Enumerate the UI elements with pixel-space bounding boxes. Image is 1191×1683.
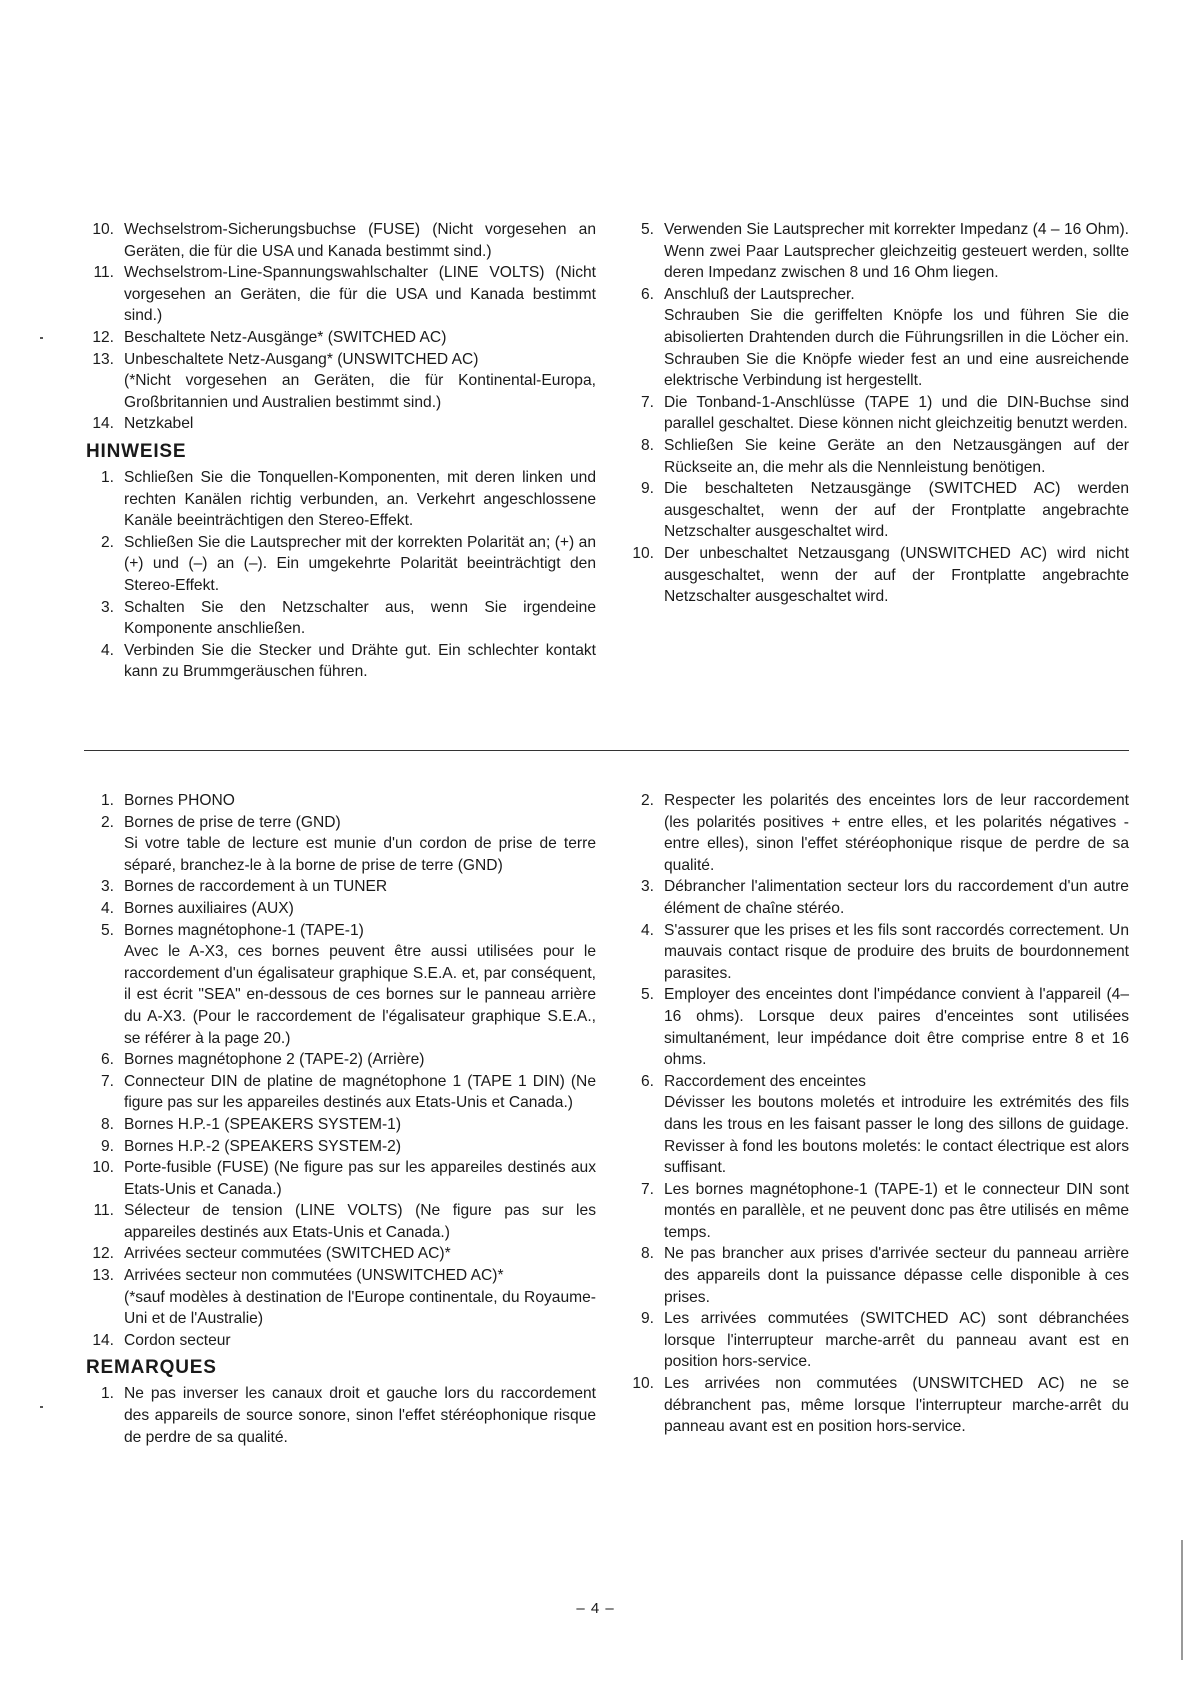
list-item: 8. Ne pas brancher aux prises d'arrivée secteur du panneau arrière des appareils dont la puissance dépasse celle disponible à ces prises. [640,1245,1129,1306]
list-item: 9. Die beschalteten Netzausgänge (SWITCHED AC) werden ausgeschaltet, wenn der auf der Frontplatte angebrachte Netzschalter ausgeschaltet wird. [640,480,1129,541]
list-item: 3. Débrancher l'alimentation secteur lors du raccordement d'un autre élément de chaîne stéréo. [640,878,1129,917]
remarques-heading: REMARQUES [86,1357,217,1379]
list-item: 12. Arrivées secteur commutées (SWITCHED AC)* [92,1245,451,1263]
scan-edge-line [1181,1540,1183,1660]
list-item: 6. Raccordement des enceintes Dévisser les boutons moletés et introduire les extrémités des fils dans les trous en les faisant passer le long des sillons de guidage. Revisser à fond les boutons moletés: le contact électrique est alors suffisant. [640,1072,1129,1177]
list-item: 1. Schließen Sie die Tonquellen-Komponenten, mit deren linken und rechten Kanälen richtig verbunden, an. Verkehrt angeschlossene Kanäle beeinträchtigen den Stereo-Effekt. [100,468,596,530]
list-item: 9. Bornes H.P.-2 (SPEAKERS SYSTEM-2) [100,1137,402,1155]
list-item: 7. Connecteur DIN de platine de magnétophone 1 (TAPE 1 DIN) (Ne figure pas sur les appareiles destinés aux Etats-Unis et Canada.) [100,1072,596,1112]
list-item: 1. Bornes PHONO [100,792,235,809]
german-parts-list [84,219,596,435]
list-item: 11. Sélecteur de tension (LINE VOLTS) (Ne figure pas sur les appareiles destinés aux Etats-Unis et Canada.) [93,1202,596,1241]
list-item: 10. Der unbeschaltet Netzausgang (UNSWITCHED AC) wird nicht ausgeschaltet, wenn der auf der Frontplatte angebrachte Netzschalter ausgeschaltet wird. [632,544,1129,606]
section-divider [84,750,1129,751]
german-right-column [624,219,1129,608]
list-item: 13. Arrivées secteur non commutées (UNSWITCHED AC)* (*sauf modèles à destination de l'Europe continentale, du Royaume-Uni et de l'Australie) [92,1267,596,1328]
list-item: 8. Schließen Sie keine Geräte an den Netzausgängen auf der Rückseite an, die mehr als die Nennleistung benötigen. [640,436,1129,476]
list-item: 5. Bornes magnétophone-1 (TAPE-1) Avec le A-X3, ces bornes peuvent être aussi utilisées pour le raccordement d'un égalisateur graphique S.E.A. et, par conséquent, il est écrit "SEA" en-dessous de ces bornes sur le panneau arrière du A-X3. (Pour le raccordement de l'égalisateur graphique S.E.A., se référer à la page 20.) [100,921,596,1047]
list-item: 10. Wechselstrom-Sicherungsbuchse (FUSE) (Nicht vorgesehen an Geräten, die für die USA und Kanada bestimmt sind.) [92,221,596,260]
german-left-column [84,219,596,683]
list-item: 14. Cordon secteur [92,1331,231,1349]
list-item: 8. Bornes H.P.-1 (SPEAKERS SYSTEM-1) [100,1115,402,1133]
list-item: 4. S'assurer que les prises et les fils sont raccordés correctement. Un mauvais contact risque de produire des bruits de bourdonnement parasites. [640,921,1129,982]
list-item: 4. Verbinden Sie die Stecker und Drähte gut. Ein schlechter kontakt kann zu Brummgeräuschen führen. [100,641,596,681]
list-item: 9. Les arrivées commutées (SWITCHED AC) sont débranchées lorsque l'interrupteur marche-arrêt du panneau avant est en position hors-service. [640,1310,1129,1371]
list-item: 10. Porte-fusible (FUSE) (Ne figure pas sur les appareiles destinés aux Etats-Unis et Canada.) [92,1159,596,1198]
list-item: 4. Bornes auxiliaires (AUX) [100,899,294,917]
hinweise-list [84,467,596,683]
list-item: 11. Wechselstrom-Line-Spannungswahlschalter (LINE VOLTS) (Nicht vorgesehen an Geräten, die für die USA und Kanada bestimmt sind.) [93,264,596,325]
hinweise-list-continued [624,219,1129,608]
list-item: 2. Respecter les polarités des enceintes lors de leur raccordement (les polarités positives + entre elles, et les polarités négatives - entre elles), sinon l'effet stéréophonique risque de perdre de sa qualité. [640,792,1129,874]
list-item: 3. Bornes de raccordement à un TUNER [100,878,388,896]
page-number: – 4 – [576,1600,615,1617]
french-parts-list [84,790,596,1351]
list-item: 3. Schalten Sie den Netzschalter aus, wenn Sie irgendeine Komponente anschließen. [100,598,596,638]
list-item: 2. Schließen Sie die Lautsprecher mit der korrekten Polarität an; (+) an (+) und (–) an (–). Ein umgekehrte Polarität beeinträchtigt den Stereo-Effekt. [100,533,596,594]
list-item: 13. Unbeschaltete Netz-Ausgang* (UNSWITCHED AC) (*Nicht vorgesehen an Geräten, die für Kontinental-Europa, Großbritannien und Australien bestimmt sind.) [92,350,596,411]
remarques-list-continued [624,790,1129,1438]
list-item: 5. Verwenden Sie Lautsprecher mit korrekter Impedanz (4 – 16 Ohm). Wenn zwei Paar Lautsprecher gleichzeitig gesteuert werden, sollte deren Impedanz zwischen 8 und 16 Ohm liegen. [640,221,1129,282]
french-right-column [624,790,1129,1438]
list-item: 6. Anschluß der Lautsprecher. Schrauben Sie die geriffelten Knöpfe los und führen Sie die abisolierten Drahtenden durch die Führungsrillen in die Löcher ein. Schrauben Sie die Knöpfe wieder fest an und eine ausreichende elektrische Verbindung ist hergestellt. [640,285,1129,390]
list-item: 12. Beschaltete Netz-Ausgänge* (SWITCHED AC) [92,328,447,346]
list-item: 5. Employer des enceintes dont l'impédance convient à l'appareil (4–16 ohms). Lorsque deux paires d'enceintes sont utilisées simultanément, leur impédance doit être comprise entre 8 et 16 ohms. [640,986,1129,1069]
scan-mark [40,337,43,339]
scan-mark [40,1406,43,1408]
list-item: 14. Netzkabel [92,415,194,433]
french-left-column [84,790,596,1448]
list-item: 7. Die Tonband-1-Anschlüsse (TAPE 1) und die DIN-Buchse sind parallel geschaltet. Diese können nicht gleichzeitig benutzt werden. [640,393,1129,433]
list-item: 1. Ne pas inverser les canaux droit et gauche lors du raccordement des appareils de source sonore, sinon l'effet stéréophonique risque de perdre de sa qualité. [100,1385,596,1446]
list-item: 7. Les bornes magnétophone-1 (TAPE-1) et le connecteur DIN sont montés en parallèle, et ne peuvent donc pas être utilisés en même temps. [640,1180,1129,1241]
list-item: 6. Bornes magnétophone 2 (TAPE-2) (Arrière) [100,1051,425,1069]
hinweise-heading: HINWEISE [86,440,187,462]
list-item: 2. Bornes de prise de terre (GND) Si votre table de lecture est munie d'un cordon de prise de terre séparé, branchez-le à la borne de prise de terre (GND) [100,813,596,874]
list-item: 10. Les arrivées non commutées (UNSWITCHED AC) ne se débranchent pas, même lorsque l'interrupteur marche-arrêt du panneau avant est en position hors-service. [632,1375,1129,1436]
remarques-list [84,1383,596,1448]
